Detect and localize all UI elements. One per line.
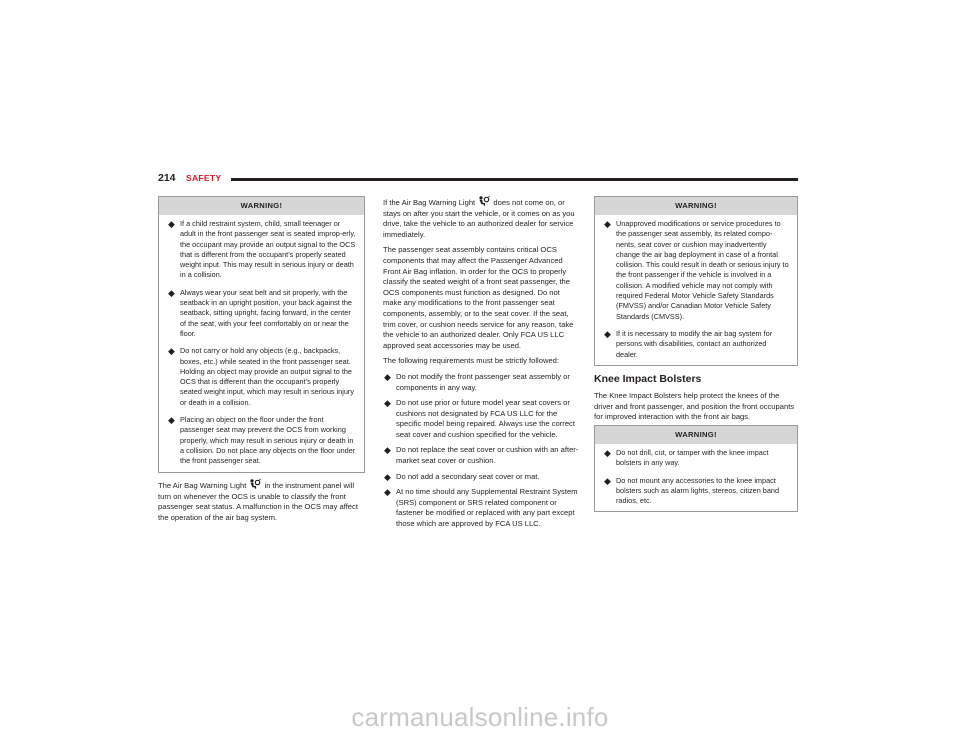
warning-title: WARNING! <box>159 197 364 215</box>
warning-item: ◆ Placing an object on the floor under the front passenger seat may prevent the OCS from working properly, which may result in serious injury or death in a collision. Do not place any objects on the floor under the front passenger seat. <box>168 415 356 466</box>
knee-bolsters-heading: Knee Impact Bolsters <box>594 373 702 385</box>
requirement-item: ◆ Do not replace the seat cover or cushion with an after-market seat cover or cushion. <box>384 445 579 466</box>
diamond-bullet-icon: ◆ <box>168 346 175 357</box>
diamond-bullet-icon: ◆ <box>384 398 391 409</box>
diamond-bullet-icon: ◆ <box>168 287 175 298</box>
knee-paragraph <box>594 391 800 428</box>
warning-title: WARNING! <box>595 426 797 444</box>
diamond-bullet-icon: ◆ <box>168 415 175 426</box>
requirement-item: ◆ Do not use prior or future model year seat covers or cushions not designated by FCA US LLC for the specific model being repaired. Always use the correct seat cover and cushion specified for the vehicle. <box>384 398 575 439</box>
diamond-bullet-icon: ◆ <box>384 445 391 456</box>
requirement-item: ◆ At no time should any Supplemental Restraint System (SRS) component or SRS related component or fastener be modified or replaced with any part except those which are approved by FCA US LLC. <box>384 487 578 529</box>
warning-list <box>603 448 789 506</box>
diamond-bullet-icon: ◆ <box>604 219 611 229</box>
middle-column <box>383 196 579 535</box>
airbag-light-paragraph: If the Air Bag Warning Light does not come on, or stays on after you start the vehicle, or it comes on as you drive, take the vehicle to an authorized dealer for service immediately. <box>383 198 575 239</box>
warning-item: ◆ Unapproved modifications or service procedures to the passenger seat assembly, its related compo-nents, seat cover or cushion may inadvertently change the air bag deployment in case of a frontal collision. This could result in death or serious injury to the front passenger if the vehicle is involved in a collision. A modified vehicle may not comply with required Federal Motor Vehicle Safety Standards (FMVSS) and/or Canadian Motor Vehicle Safety Standards (CMVSS). <box>604 219 789 321</box>
warning-title: WARNING! <box>595 197 797 215</box>
diamond-bullet-icon: ◆ <box>384 371 391 382</box>
header-rule <box>231 178 798 181</box>
requirement-item: ◆ Do not modify the front passenger seat assembly or components in any way. <box>384 371 570 392</box>
warning-box-knee <box>594 425 798 512</box>
page-number: 214 <box>158 172 176 184</box>
warning-item: ◆ Do not mount any accessories to the knee impact bolsters such as alarm lights, stereos, citizen band radios, etc. <box>604 475 780 506</box>
seat-assembly-paragraph: The passenger seat assembly contains critical OCS components that may affect the Passenger Advanced Front Air Bag inflation. In order for the OCS to properly classify the seated weight of a front seat passenger, the OCS components must function as designed. Do not make any modifications to the front passenger seat components, assembly, or to the seat cover. If the seat, trim cover, or cushion needs service for any reason, take the vehicle to an authorized dealer. Only FCA US LLC approved seat accessories may be used. <box>383 245 574 350</box>
requirements-list <box>383 372 579 530</box>
knee-description: The Knee Impact Bolsters help protect the knees of the driver and front passenger, and position the front occupants for improved interaction with the front air bags. <box>594 391 795 422</box>
section-title: SAFETY <box>186 172 222 183</box>
warning-item: ◆ Do not drill, cut, or tamper with the knee impact bolsters in any way. <box>604 448 769 468</box>
warning-list <box>167 219 356 467</box>
watermark-text: carmanualsonline.info <box>351 702 609 732</box>
diamond-bullet-icon: ◆ <box>384 471 391 482</box>
warning-item: ◆ Always wear your seat belt and sit properly, with the seatback in an upright position, your back against the seatback, sitting upright, facing forward, in the center of the seat, with your feet comfortably on or near the floor. <box>168 287 352 338</box>
warning-item: ◆ If it is necessary to modify the air bag system for persons with disabilities, contact an authorized dealer. <box>604 328 773 359</box>
diamond-bullet-icon: ◆ <box>604 328 611 339</box>
warning-item: ◆ If a child restraint system, child, small teenager or adult in the front passenger seat is seated improp-erly, the occupant may provide an output signal to the OCS that is different from the occupant’s properly seated weight input. This may result in serious injury or death in a collision. <box>168 219 356 280</box>
diamond-bullet-icon: ◆ <box>604 475 611 486</box>
airbag-warning-icon <box>249 479 261 489</box>
diamond-bullet-icon: ◆ <box>168 219 175 229</box>
diamond-bullet-icon: ◆ <box>604 448 611 458</box>
airbag-warning-icon <box>478 196 490 206</box>
left-paragraph <box>158 479 366 528</box>
warning-item: ◆ Do not carry or hold any objects (e.g., backpacks, boxes, etc.) while seated in the front passenger seat. Holding an object may provide an output signal to the OCS that is different than the occupant’s properly seated weight input, which may result in serious injury or death in a collision. <box>168 346 354 407</box>
warning-box-ocs <box>158 196 365 473</box>
warning-box-modifications <box>594 196 798 366</box>
page-header <box>158 172 798 186</box>
requirement-item: ◆ Do not add a secondary seat cover or mat. <box>384 471 540 482</box>
ocs-light-paragraph: The Air Bag Warning Light in the instrument panel will turn on whenever the OCS is unable to classify the front passenger seat status. A malfunction in the OCS may affect the operation of the air bag system. <box>158 481 358 522</box>
warning-list <box>603 219 789 360</box>
diamond-bullet-icon: ◆ <box>384 487 391 498</box>
requirements-intro: The following requirements must be strictly followed: <box>383 356 559 366</box>
